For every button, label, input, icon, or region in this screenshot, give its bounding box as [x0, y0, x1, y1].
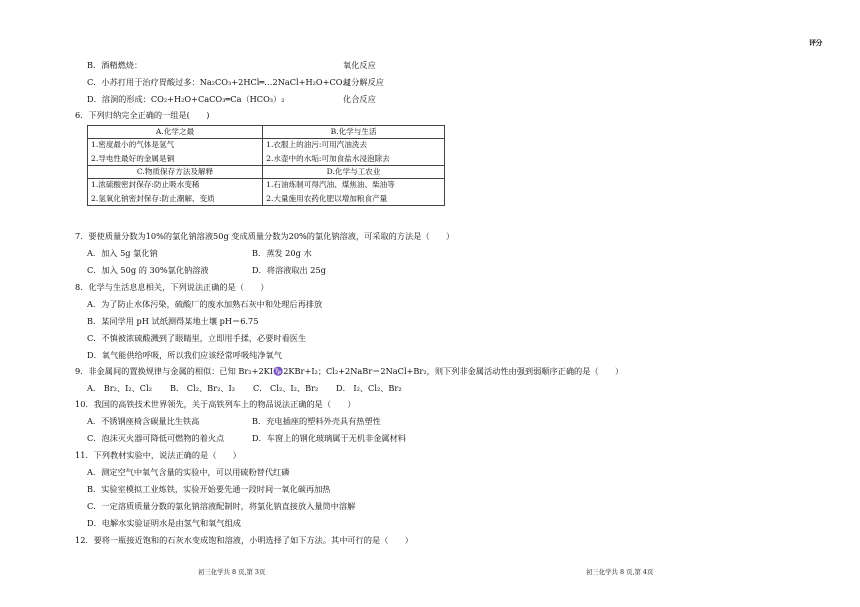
table-d-line-1: 1.石油炼制可得汽油、煤焦油、柴油等 — [266, 180, 395, 189]
table-cell-b — [263, 139, 445, 166]
q5-option-c-type: 复分解反应 — [343, 77, 384, 87]
table-head-d: D.化学与工农业 — [263, 166, 445, 179]
table-a-line-2: 2.导电性最好的金属是铜 — [91, 154, 175, 163]
table-c-line-1: 1.浓硫酸密封保存:防止吸水变稀 — [91, 180, 200, 189]
q7-option-c: C．加入 50g 的 30%氯化钠溶液 — [87, 265, 209, 275]
table-cell-d — [263, 179, 445, 206]
q10-stem: 10．我国的高铁技术世界领先，关于高铁列车上的物品说法正确的是（ ） — [75, 399, 356, 409]
footer-page-3: 初三化学共 8 页,第 3页 — [198, 568, 266, 576]
q11-stem: 11．下列教材实验中，说法正确的是（ ） — [75, 450, 241, 460]
q11-option-b: B．实验室模拟工业炼铁，实验开始要先通一段时间一氧化碳再加热 — [87, 484, 331, 494]
q5-option-b-type: 氧化反应 — [343, 60, 376, 70]
q9-option-a: A． Br₂、I₂、Cl₂ — [87, 383, 152, 393]
table-head-c: C.物质保存方法及解释 — [88, 166, 263, 179]
q10-option-d: D．车窗上的钢化玻璃属于无机非金属材料 — [252, 433, 406, 443]
q11-option-a: A．测定空气中氧气含量的实验中，可以用硫粉替代红磷 — [87, 467, 290, 477]
q11-option-c: C．一定溶质质量分数的氯化钠溶液配制时，将氯化钠直接放入量筒中溶解 — [87, 501, 356, 511]
q7-option-b: B．蒸发 20g 水 — [252, 248, 312, 258]
q5-option-d: D．溶洞的形成：CO₂+H₂O+CaCO₃═Ca（HCO₃）₂ — [87, 94, 285, 104]
q7-option-a: A．加入 5g 氯化钠 — [87, 248, 158, 258]
q9-stem: 9．非金属间的置换规律与金属的相似：已知 Br₂+2KI♑2KBr+I₂；Cl₂+2NaBr＝2NaCl+Br₂，则下列非金属活动性由强到弱顺序正确的是（ ） — [75, 366, 624, 376]
q5-option-d-type: 化合反应 — [343, 94, 376, 104]
q6-stem: 6．下列归纳完全正确的一组是( ) — [75, 110, 210, 120]
q11-option-d: D．电解水实验证明水是由氢气和氧气组成 — [87, 518, 241, 528]
q9-option-b: B． Cl₂、Br₂、I₂ — [170, 383, 236, 393]
footer-page-4: 初三化学共 8 页,第 4页 — [586, 568, 654, 576]
q8-option-c: C．不慎被浓硫酸溅到了眼睛里，立即用手揉，必要时看医生 — [87, 333, 307, 343]
table-d-line-2: 2.大量施用农药化肥以增加粮食产量 — [266, 194, 388, 203]
table-b-line-2: 2.水壶中的水垢:可加食盐水浸泡除去 — [266, 154, 390, 163]
q10-option-c: C．泡沫灭火器可降低可燃物的着火点 — [87, 433, 225, 443]
q8-option-b: B．某同学用 pH 试纸测得某地土壤 pH＝6.75 — [87, 316, 259, 326]
table-c-line-2: 2.氢氧化钠密封保存:防止潮解、变质 — [91, 194, 215, 203]
q8-option-a: A．为了防止水体污染，硫酸厂的废水加熟石灰中和处理后再排放 — [87, 299, 323, 309]
q7-stem: 7．要使质量分数为10%的氯化钠溶液50g 变成质量分数为20%的氯化钠溶液，可采取的方法是（ ） — [75, 231, 455, 241]
q5-option-b: B．酒精燃烧： — [87, 60, 143, 70]
q9-option-d: D． I₂、Cl₂、Br₂ — [336, 383, 402, 393]
q5-option-c: C．小苏打用于治疗胃酸过多：Na₂CO₃+2HCl═…2NaCl+H₂O+CO₂↑ — [87, 77, 353, 87]
table-a-line-1: 1.密度最小的气体是氢气 — [91, 140, 175, 149]
table-head-b: B.化学与生活 — [263, 126, 445, 139]
q8-stem: 8．化学与生活息息相关，下列说法正确的是（ ） — [75, 282, 269, 292]
table-b-line-1: 1.衣服上的油污:可用汽油洗去 — [266, 140, 368, 149]
q9-option-c: C． Cl₂、I₂、Br₂ — [253, 383, 319, 393]
table-cell-c — [88, 179, 263, 206]
q12-stem: 12．要将一瓶接近饱和的石灰水变成饱和溶液，小明选择了如下方法。其中可行的是（ ） — [75, 535, 413, 545]
table-cell-a — [88, 139, 263, 166]
q10-option-b: B．充电插座的塑料外壳具有热塑性 — [252, 416, 381, 426]
q7-option-d: D．将溶液取出 25g — [252, 265, 326, 275]
corner-mark: 评分 — [809, 38, 822, 47]
table-head-a: A.化学之最 — [88, 126, 263, 139]
q10-option-a: A．不锈钢座椅含碳量比生铁高 — [87, 416, 200, 426]
q6-summary-table — [87, 125, 445, 206]
q8-option-d: D．氧气能供给呼吸，所以我们应该经常呼吸纯净氧气 — [87, 350, 282, 360]
